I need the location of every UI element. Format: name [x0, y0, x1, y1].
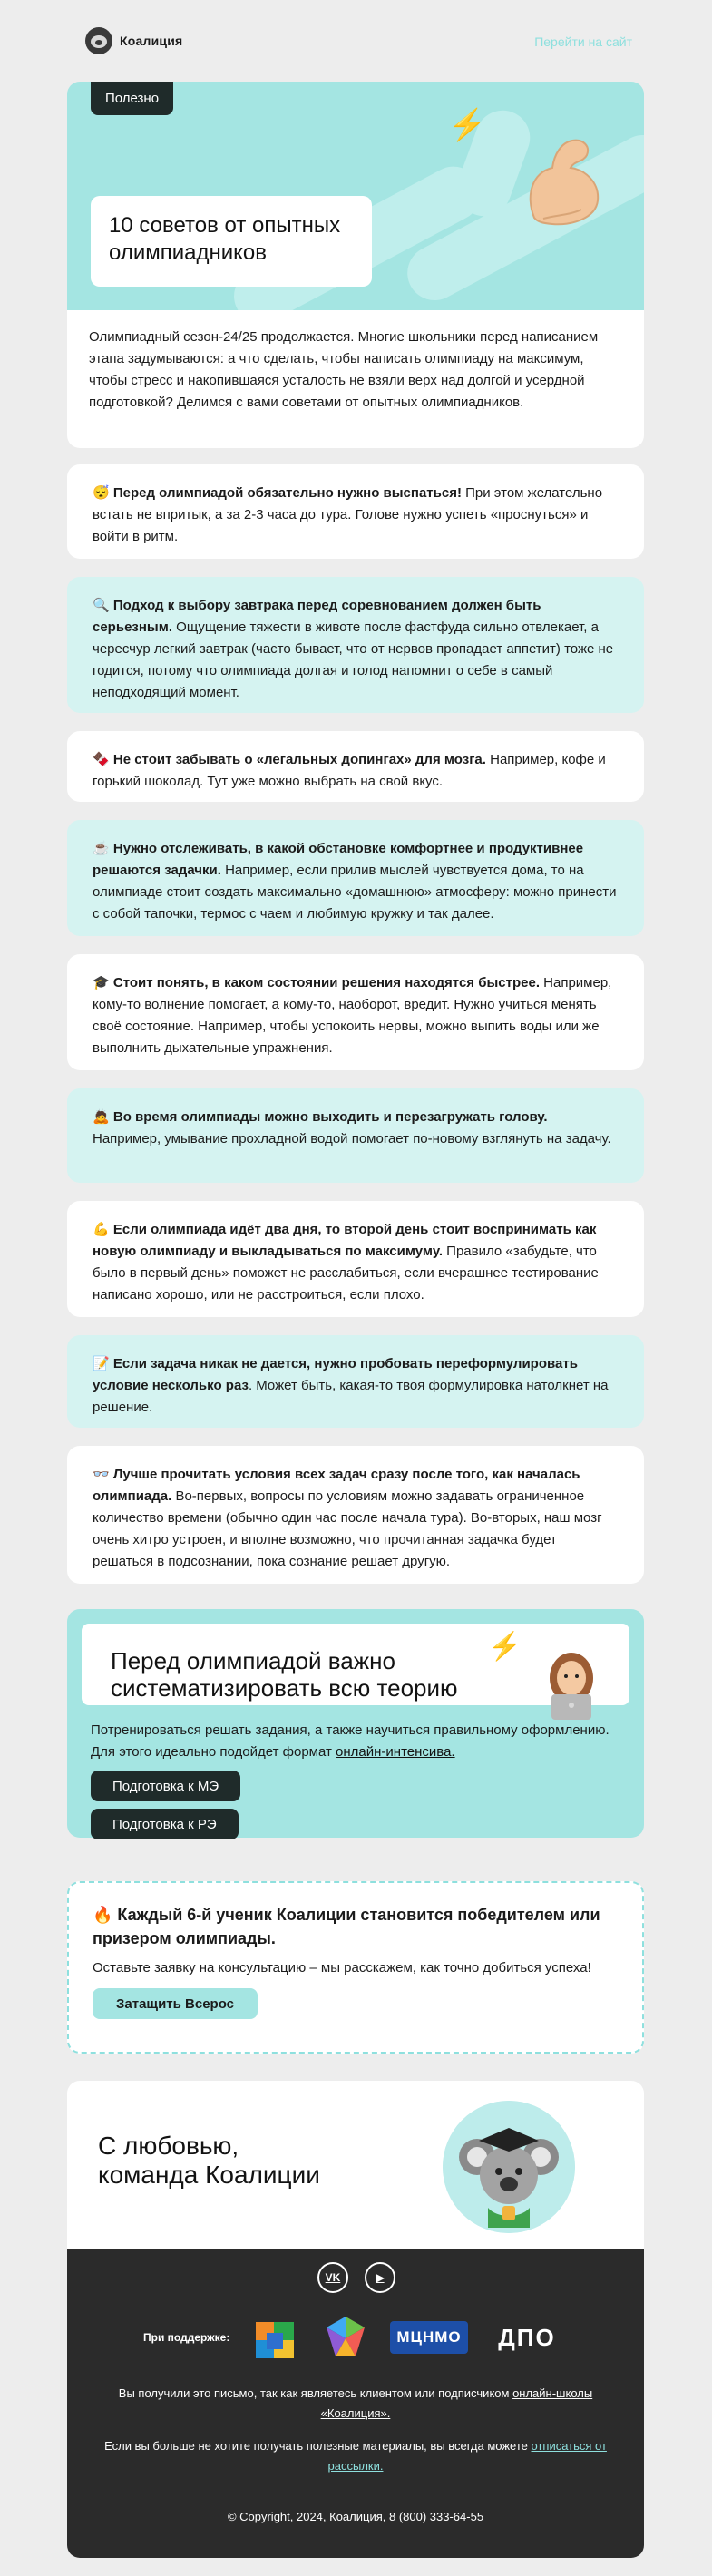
- partner-cube-logo-icon: [252, 2313, 301, 2362]
- brand-name: Коалиция: [120, 34, 183, 48]
- tip-emoji: 😴: [93, 485, 110, 501]
- brand-logo[interactable]: [85, 27, 182, 54]
- tip-text: Например, кому-то волнение помогает, а кому-то, наоборот, вредит. Нужно учиться менять своё состояние. Например, чтобы успокоить нервы, можно выпить воды или же выполнить дыхательные упражнения.: [93, 975, 612, 1056]
- tip-heading: Перед олимпиадой обязательно нужно выспаться!: [112, 485, 462, 501]
- email-footer: [67, 2249, 644, 2558]
- tip-card: [67, 1335, 644, 1428]
- signoff-line-2: команда Коалиции: [98, 2161, 320, 2189]
- partner-logos: [252, 2313, 566, 2362]
- tip-card: [67, 1088, 644, 1183]
- vk-icon[interactable]: VK: [317, 2262, 348, 2293]
- tip-card: [67, 464, 644, 559]
- tip-card: [67, 1446, 644, 1584]
- promo-title: 🔥 Каждый 6-й ученик Коалиции становится победителем или призером олимпиады.: [93, 1906, 600, 1947]
- signoff-text: [98, 2132, 320, 2190]
- signoff-line-1: С любовью,: [98, 2132, 239, 2160]
- tip-emoji: 🍫: [93, 752, 110, 767]
- theory-description: Потренироваться решать задания, а также научиться правильному оформлению. Для этого идеально подойдет формат: [91, 1722, 610, 1760]
- theory-title-card: [82, 1624, 629, 1705]
- dpo-logo: ДПО: [498, 2323, 556, 2351]
- tip-text: Например, если прилив мыслей чувствуется дома, то на олимпиаде стоит создать максимально «домашнюю» атмосферу: можно принести с собой тапочки, термос с чаем и любимую кружку и так далее.: [93, 863, 617, 922]
- tip-emoji: 🙇: [93, 1109, 110, 1125]
- tip-heading: Подход к выбору завтрака перед соревнованием должен быть серьезным.: [93, 598, 541, 635]
- copyright: [89, 2507, 622, 2527]
- theory-text: [91, 1720, 617, 1763]
- koala-mascot-icon: [443, 2101, 575, 2233]
- page-title: 10 советов от опытных олимпиадников: [109, 213, 341, 265]
- koala-logo-icon: [85, 27, 112, 54]
- tip-heading: Если олимпиада идёт два дня, то второй день стоит воспринимать как новую олимпиаду и выкладываться по максимуму.: [93, 1222, 597, 1259]
- tip-emoji: 🔍: [93, 598, 110, 613]
- intensive-link[interactable]: онлайн-интенсива.: [336, 1744, 455, 1760]
- tip-card: [67, 954, 644, 1070]
- prep-me-button[interactable]: Подготовка к МЭ: [91, 1771, 240, 1801]
- promo-text: Оставьте заявку на консультацию – мы расскажем, как точно добиться успеха!: [93, 1960, 591, 1976]
- email-header: [0, 0, 712, 82]
- tip-heading: Во время олимпиады можно выходить и перезагружать голову.: [112, 1109, 548, 1125]
- unsubscribe-link[interactable]: отписаться от рассылки.: [327, 2439, 607, 2473]
- tip-text: Ощущение тяжести в животе после фастфуда сильно отвлекает, а чересчур легкий завтрак (часто бывает, что от нервов пропадает аппетит) тоже не годится, потому что олимпиада долгая и голод напомнит о себе в самый неподходящий момент.: [93, 620, 614, 700]
- intro-text: Олимпиадный сезон-24/25 продолжается. Многие школьники перед написанием этапа задумываются: а что сделать, чтобы написать олимпиаду на максимум, чтобы стресс и накопившаяся усталость не взяли верх над долгой и усердной подготовкой? Делимся с вами советами от опытных олимпиадников.: [67, 310, 644, 448]
- youtube-icon[interactable]: ▶: [365, 2262, 395, 2293]
- signoff-block: [67, 2081, 644, 2249]
- tip-heading: Нужно отслеживать, в какой обстановке комфортнее и продуктивнее решаются задачки.: [93, 841, 584, 878]
- tip-text: Правило «забудьте, что было в первый день» поможет не расслабиться, если вчерашнее тестирование написано хорошо, или не расстроиться, если плохо.: [93, 1244, 599, 1303]
- tip-text: Например, кофе и горький шоколад. Тут уже можно выбрать на свой вкус.: [93, 752, 606, 789]
- subscription-notice-text: Вы получили это письмо, так как являетесь клиентом или подписчиком: [118, 2386, 513, 2400]
- tip-card: [67, 1201, 644, 1317]
- tip-heading: Если задача никак не дается, нужно пробовать переформулировать условие несколько раз: [93, 1356, 578, 1393]
- school-link[interactable]: онлайн-школы «Коалиция».: [320, 2386, 593, 2420]
- prep-re-button[interactable]: Подготовка к РЭ: [91, 1809, 239, 1839]
- girl-with-laptop-icon: [535, 1647, 608, 1720]
- subscription-notice: [89, 2384, 622, 2424]
- lightning-icon: ⚡: [448, 108, 487, 142]
- tip-text: . Может быть, какая-то твоя формулировка натолкнет на решение.: [93, 1378, 609, 1415]
- tip-card: [67, 731, 644, 802]
- partner-gem-logo-icon: [321, 2313, 370, 2362]
- tip-emoji: 🎓: [93, 975, 110, 990]
- tip-text: При этом желательно встать не впритык, а за 2-3 часа до тура. Голове нужно успеть «проснуться» и войти в ритм.: [93, 485, 603, 544]
- apply-button[interactable]: Затащить Всерос: [93, 1988, 258, 2019]
- unsubscribe-notice: [89, 2436, 622, 2476]
- tip-emoji: 👓: [93, 1467, 110, 1482]
- tip-heading: Лучше прочитать условия всех задач сразу после того, как началась олимпиада.: [93, 1467, 580, 1504]
- unsubscribe-text: Если вы больше не хотите получать полезные материалы, вы всегда можете: [104, 2439, 532, 2453]
- phone-link[interactable]: 8 (800) 333-64-55: [388, 2510, 484, 2523]
- hero-title-card: [91, 196, 372, 287]
- tip-card: [67, 577, 644, 713]
- copyright-text: © Copyright, 2024, Коалиция,: [227, 2510, 389, 2523]
- tip-emoji: 📝: [93, 1356, 110, 1371]
- tip-emoji: 💪: [93, 1222, 110, 1237]
- tip-heading: Стоит понять, в каком состоянии решения находятся быстрее.: [112, 975, 540, 990]
- tip-emoji: ☕: [93, 841, 110, 856]
- tip-card: [67, 820, 644, 936]
- support-label: При поддержке:: [143, 2331, 230, 2344]
- tip-text: Во-первых, вопросы по условиям можно задавать ограниченное количество времени (обычно один час после начала тура). Во-вторых, наш мозг очень хитро устроен, и вполне возможно, что прочитанная задачка будет решаться в подсознании, пока сознание решает другую.: [93, 1488, 602, 1569]
- go-to-site-link[interactable]: Перейти на сайт: [534, 34, 632, 49]
- theory-title: Перед олимпиадой важно систематизировать всю теорию: [111, 1647, 458, 1702]
- mcnmo-logo: МЦНМО: [390, 2321, 468, 2354]
- lightning-icon: ⚡: [488, 1632, 522, 1662]
- social-links: [317, 2262, 395, 2293]
- category-badge: Полезно: [91, 82, 173, 115]
- flexed-arm-icon: [516, 132, 607, 231]
- theory-block: [67, 1609, 644, 1838]
- hero-banner: [67, 82, 644, 310]
- promo-block: [67, 1881, 644, 2054]
- tip-text: Например, умывание прохладной водой помогает по-новому взглянуть на задачу.: [93, 1131, 611, 1147]
- tip-heading: Не стоит забывать о «легальных допингах» для мозга.: [112, 752, 486, 767]
